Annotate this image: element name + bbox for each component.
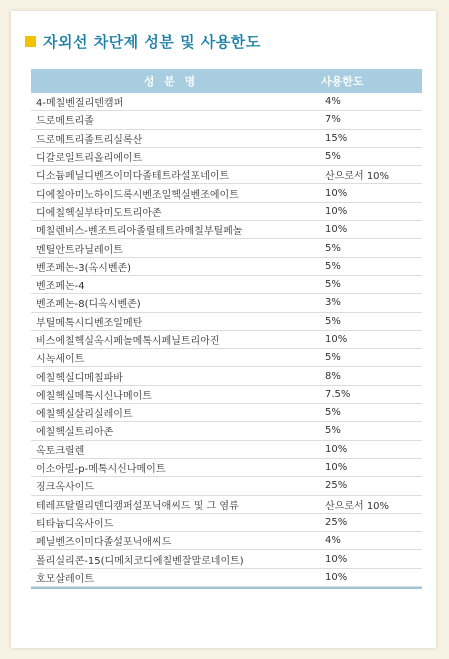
usage-limit: 10% — [325, 443, 348, 455]
usage-limit: 7% — [325, 114, 341, 126]
ingredient-name: 에칠헥실살리실레이트 — [36, 409, 133, 421]
usage-limit: 10% — [325, 462, 348, 474]
usage-limit: 7.5% — [325, 388, 351, 400]
ingredient-name: 이소아밀-p-메톡시신나메이트 — [36, 464, 166, 476]
ingredient-name: 벤조페논-3(옥시벤존) — [36, 262, 132, 274]
usage-limit: 8% — [325, 370, 341, 382]
usage-limit: 5% — [325, 352, 341, 364]
ingredient-name: 디에칠아미노하이드록시벤조일헥실벤조에이트 — [36, 189, 239, 201]
ingredient-name: 드로메트리졸 — [36, 116, 94, 128]
usage-limit: 5% — [325, 315, 341, 327]
table-row — [31, 550, 422, 568]
usage-limit: 산으로서 10% — [325, 500, 390, 512]
usage-limit: 25% — [325, 516, 348, 528]
table-row — [31, 386, 422, 404]
table-row — [31, 422, 422, 440]
table-row — [31, 239, 422, 257]
ingredient-name: 옥토크릴렌 — [36, 445, 85, 457]
usage-limit: 10% — [325, 553, 348, 565]
table-row — [31, 148, 422, 166]
ingredient-name: 시녹세이트 — [36, 354, 85, 366]
ingredient-name: 징크옥사이드 — [36, 482, 94, 494]
header-ingredient-name: 성 분 명 — [143, 75, 199, 88]
header-usage-limit: 사용한도 — [321, 75, 364, 88]
ingredient-table — [31, 69, 422, 589]
content-card — [11, 11, 436, 648]
table-row — [31, 441, 422, 459]
ingredient-name: 부틸메톡시디벤조일메탄 — [36, 317, 143, 329]
table-row — [31, 276, 422, 294]
usage-limit: 10% — [325, 571, 348, 583]
usage-limit: 15% — [325, 132, 348, 144]
table-row — [31, 532, 422, 550]
ingredient-name: 벤조페논-8(디옥시벤존) — [36, 299, 141, 311]
table-row — [31, 496, 422, 514]
usage-limit: 10% — [325, 334, 348, 345]
ingredient-name: 에칠헥실디메칠파바 — [36, 372, 123, 384]
table-row — [31, 166, 422, 184]
table-row — [31, 221, 422, 239]
table-row — [31, 367, 422, 385]
table-row — [31, 203, 422, 221]
square-bullet-icon — [25, 36, 36, 47]
ingredient-name: 메칠렌비스-벤조트리아졸릴테트라메칠부틸페놀 — [36, 226, 243, 238]
ingredient-name: 드로메트리졸트리실록산 — [36, 134, 143, 146]
table-body — [31, 93, 422, 587]
ingredient-name: 폴리실리콘-15(디메치코디에칠벤잘말로네이트) — [36, 555, 244, 567]
usage-limit: 25% — [325, 480, 348, 492]
table-row — [31, 258, 422, 276]
usage-limit: 5% — [325, 151, 341, 163]
usage-limit: 10% — [325, 205, 348, 217]
table-row — [31, 130, 422, 148]
usage-limit: 3% — [325, 297, 341, 309]
usage-limit: 10% — [325, 187, 348, 199]
ingredient-name: 비스에칠헥실옥시페놀메톡시페닐트리아진 — [36, 336, 220, 347]
ingredient-name: 에칠헥실트리아존 — [36, 427, 114, 439]
section-title — [25, 31, 261, 52]
table-row — [31, 294, 422, 312]
table-row — [31, 404, 422, 422]
ingredient-name: 디갈로일트리올리에이트 — [36, 153, 143, 165]
table-row — [31, 569, 422, 587]
table-row — [31, 93, 422, 111]
ingredient-name: 4-메칠벤질리덴캠퍼 — [36, 98, 124, 110]
usage-limit: 4% — [325, 96, 341, 108]
ingredient-name: 멘틸안트라닐레이트 — [36, 244, 123, 256]
usage-limit: 5% — [325, 425, 341, 437]
ingredient-name: 호모살레이트 — [36, 573, 94, 585]
table-row — [31, 184, 422, 202]
table-header — [31, 69, 422, 93]
ingredient-name: 디소듐페닐디벤즈이미다졸테트라설포네이트 — [36, 171, 230, 183]
table-row — [31, 349, 422, 367]
table-row — [31, 111, 422, 129]
ingredient-name: 페닐벤즈이미다졸설포닉애씨드 — [36, 537, 172, 549]
table-row — [31, 459, 422, 477]
ingredient-name: 테레프탈릴리덴디캠퍼설포닉애씨드 및 그 염류 — [36, 500, 239, 512]
ingredient-name: 에칠헥실메톡시신나메이트 — [36, 390, 152, 402]
usage-limit: 4% — [325, 535, 341, 547]
usage-limit: 5% — [325, 242, 341, 254]
usage-limit: 5% — [325, 407, 341, 419]
table-row — [31, 313, 422, 331]
ingredient-name: 벤조페논-4 — [36, 281, 85, 293]
ingredient-name: 티타늄디옥사이드 — [36, 518, 114, 530]
page-title: 자외선 차단제 성분 및 사용한도 — [43, 33, 261, 51]
table-row — [31, 514, 422, 532]
usage-limit: 10% — [325, 224, 348, 236]
usage-limit: 5% — [325, 279, 341, 291]
usage-limit: 5% — [325, 260, 341, 272]
usage-limit: 산으로서 10% — [325, 171, 390, 183]
table-row — [31, 331, 422, 349]
ingredient-name: 디에칠헥실부타미도트리아존 — [36, 207, 162, 219]
table-row — [31, 477, 422, 495]
